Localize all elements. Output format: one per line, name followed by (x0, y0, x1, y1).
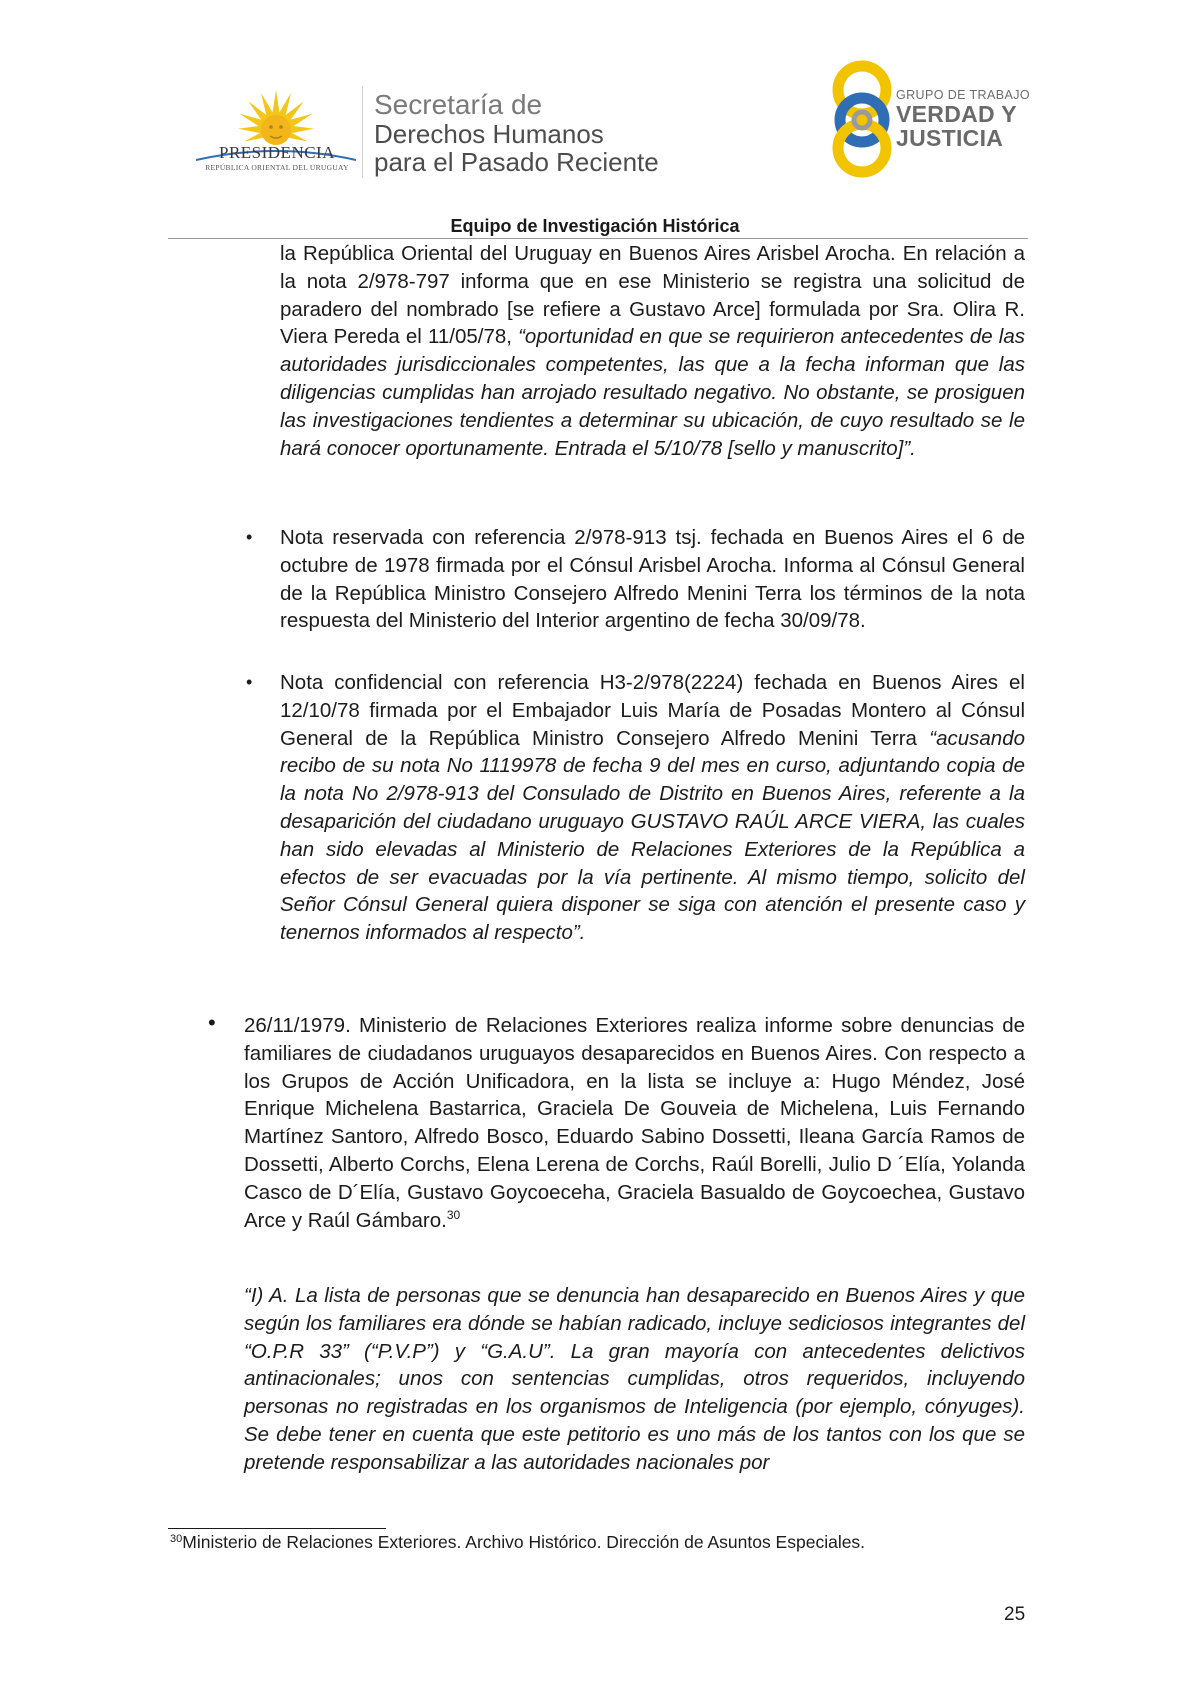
secretaria-line-2: Derechos Humanos (374, 119, 604, 149)
verdad-justicia-rings-logo (822, 58, 902, 180)
header-rule (168, 238, 1028, 239)
quoted-text: “acusando recibo de su nota No 1119978 de fecha 9 del mes en curso, adjuntando copia de la nota No 2/978-913 del Consulado de Distrito en Buenos Aires, referente a la desaparición del ciudadano uruguayo GUSTAVO RAÚL ARCE VIERA, las cuales han sido elevadas al Ministerio de Relaciones Exteriores de la República a efectos de ser evacuadas por la vía pertinente. Al mismo tiempo, solicito del Señor Cónsul General quiera disponer se siga con atención el presente caso y tenernos informados al respecto”. (280, 726, 1025, 945)
list-item (280, 669, 1025, 947)
page-number: 25 (1004, 1604, 1026, 1625)
grupo-line-3: JUSTICIA (896, 125, 1004, 151)
presidencia-wordmark: PRESIDENCIA (218, 143, 335, 162)
footnote (170, 1532, 865, 1553)
presidencia-subtitle: REPÚBLICA ORIENTAL DEL URUGUAY (205, 163, 349, 172)
secretaria-line-1: Secretaría de (374, 89, 543, 120)
paragraph-continuation (280, 240, 1025, 462)
footnote-rule (168, 1528, 386, 1529)
quoted-paragraph (244, 1282, 1025, 1477)
footnote-text: Ministerio de Relaciones Exteriores. Archivo Histórico. Dirección de Asuntos Especiales. (182, 1532, 866, 1552)
footnote-number: 30 (170, 1533, 183, 1545)
grupo-trabajo-title (896, 88, 1030, 150)
header-divider (362, 86, 363, 178)
bullet-marker: • (246, 527, 253, 547)
bullet-marker: • (208, 1010, 216, 1035)
list-item: Nota reservada con referencia 2/978-913 tsj. fechada en Buenos Aires el 6 de octubre de 1978 firmada por el Cónsul Arisbel Arocha. Informa al Cónsul General de la República Ministro Consejero Alfredo Menini Terra los términos de la nota respuesta del Ministerio del Interior argentino de fecha 30/09/78. (280, 526, 1025, 633)
paragraph-text: Nota confidencial con referencia H3-2/978(2224) fechada en Buenos Aires el 12/10/78 firmada por el Embajador Luis María de Posadas Montero al Cónsul General de la República Ministro Consejero Alfredo Menini Terra (280, 671, 1025, 750)
footnote-reference: 30 (446, 1207, 461, 1222)
quoted-text: “I) A. La lista de personas que se denuncia han desaparecido en Buenos Aires y que según los familiares era dónde se habían radicado, incluye sediciosos integrantes del “O.P.R 33” (“P.V.P”) y “G.A.U”. La gran mayoría con antecedentes delictivos antinacionales; unos con sentencias cumplidas, otros requeridos, incluyendo personas no registradas en los organismos de Inteligencia (por ejemplo, cónyuges). Se debe tener en cuenta que este petitorio es uno más de los tantos con los que se pretende responsabilizar a las autoridades nacionales por (244, 1284, 1025, 1474)
quoted-text: “oportunidad en que se requirieron antecedentes de las autoridades jurisdiccionales competentes, las que a la fecha informan que las diligencias cumplidas han arrojado resultado negativo. No obstante, se prosiguen las investigaciones tendientes a determinar su ubicación, de cuyo resultado se le hará conocer oportunamente. Entrada el 5/10/78 [sello y manuscrito]”. (280, 325, 1025, 460)
paragraph-text: la República Oriental del Uruguay en Buenos Aires Arisbel Arocha. En relación a la nota 2/978-797 informa que en ese Ministerio se registra una solicitud de paradero del nombrado [se refiere a Gustavo Arce] formulada por Sra. Olira R. Viera Pereda el 11/05/78, (280, 242, 1025, 349)
team-title: Equipo de Investigación Histórica (450, 216, 740, 236)
secretaria-title (374, 90, 659, 176)
grupo-line-1: GRUPO DE TRABAJO (896, 88, 1030, 102)
bullet-marker: • (246, 672, 253, 692)
list-item (244, 1012, 1025, 1234)
secretaria-line-3: para el Pasado Reciente (374, 147, 659, 177)
paragraph-text: 26/11/1979. Ministerio de Relaciones Exteriores realiza informe sobre denuncias de familiares de ciudadanos uruguayos desaparecidos en Buenos Aires. Con respecto a los Grupos de Acción Unificadora, en la lista se incluye a: Hugo Méndez, José Enrique Michelena Bastarrica, Graciela De Gouveia de Michelena, Luis Fernando Martínez Santoro, Alfredo Bosco, Eduardo Sabino Dossetti, Ileana García Ramos de Dossetti, Alberto Corchs, Elena Lerena de Corchs, Raúl Borelli, Julio D ´Elía, Yolanda Casco de D´Elía, Gustavo Goycoeceha, Graciela Basualdo de Goycoechea, Gustavo Arce y Raúl Gámbaro. (244, 1014, 1025, 1232)
grupo-line-2: VERDAD Y (896, 101, 1017, 127)
